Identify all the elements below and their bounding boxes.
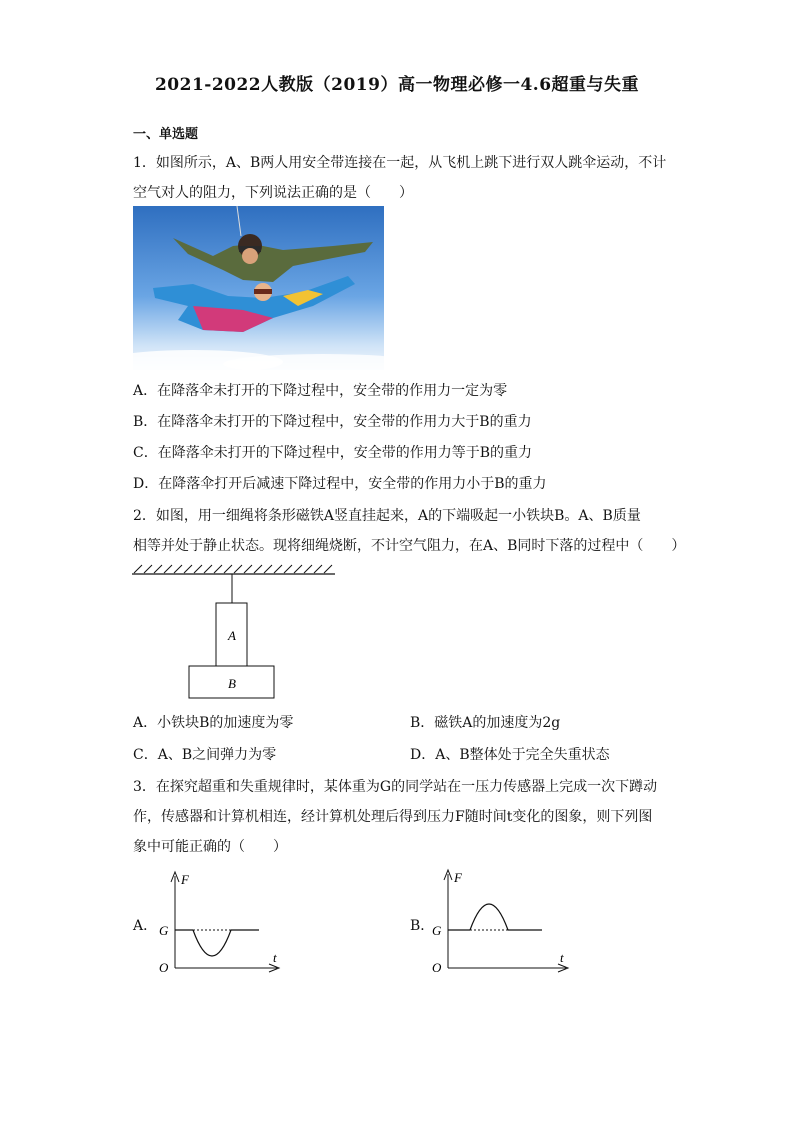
q3-option-a-label: A．: [133, 918, 158, 934]
q2-stem-line1: 2．如图，用一细绳将条形磁铁A竖直挂起来，A的下端吸起一小铁块B。A、B质量: [133, 508, 641, 524]
q1-option-a: A．在降落伞未打开的下降过程中，安全带的作用力一定为零: [133, 383, 508, 399]
graph-a-y-label: F: [181, 872, 189, 887]
graph-b-level: G: [432, 923, 442, 938]
q3-graph-b: [428, 866, 573, 978]
q3-graph-a: [155, 868, 285, 978]
q1-stem-line1: 1．如图所示，A、B两人用安全带连接在一起，从飞机上跳下进行双人跳伞运动，不计: [133, 155, 667, 171]
graph-b-origin: O: [432, 960, 442, 975]
q2-option-a: A．小铁块B的加速度为零: [133, 715, 294, 731]
q1-option-d: D．在降落伞打开后减速下降过程中，安全带的作用力小于B的重力: [133, 476, 547, 492]
q2-option-b: B．磁铁A的加速度为2g: [410, 715, 561, 731]
q3-option-b-label: B．: [410, 918, 435, 934]
graph-b-x-label: t: [560, 950, 564, 965]
q3-stem-line1: 3．在探究超重和失重规律时，某体重为G的同学站在一压力传感器上完成一次下蹲动: [133, 779, 658, 795]
q1-option-b: B．在降落伞未打开的下降过程中，安全带的作用力大于B的重力: [133, 414, 532, 430]
graph-a-x-label: t: [273, 950, 277, 965]
graph-a-level: G: [159, 923, 169, 938]
q1-option-c: C．在降落伞未打开的下降过程中，安全带的作用力等于B的重力: [133, 445, 532, 461]
page-title: 2021-2022人教版（2019）高一物理必修一4.6超重与失重: [154, 75, 640, 95]
q3-stem-line2: 作，传感器和计算机相连，经计算机处理后得到压力F随时间t变化的图象，则下列图: [133, 809, 653, 825]
graph-a-origin: O: [159, 960, 169, 975]
graph-b-y-label: F: [454, 870, 462, 885]
magnet-a-label: A: [228, 628, 236, 643]
skydivers-photo: [133, 206, 384, 370]
q2-option-c: C．A、B之间弹力为零: [133, 747, 277, 763]
q3-stem-line3: 象中可能正确的（ ）: [133, 839, 287, 855]
q2-stem-line2: 相等并处于静止状态。现将细绳烧断，不计空气阻力，在A、B同时下落的过程中（ ）: [133, 538, 686, 554]
section-heading: 一、单选题: [133, 127, 199, 142]
q1-stem-line2: 空气对人的阻力，下列说法正确的是（ ）: [133, 185, 413, 201]
iron-b-label: B: [228, 676, 236, 691]
q2-option-d: D．A、B整体处于完全失重状态: [410, 747, 610, 763]
magnet-diagram: [130, 562, 340, 702]
